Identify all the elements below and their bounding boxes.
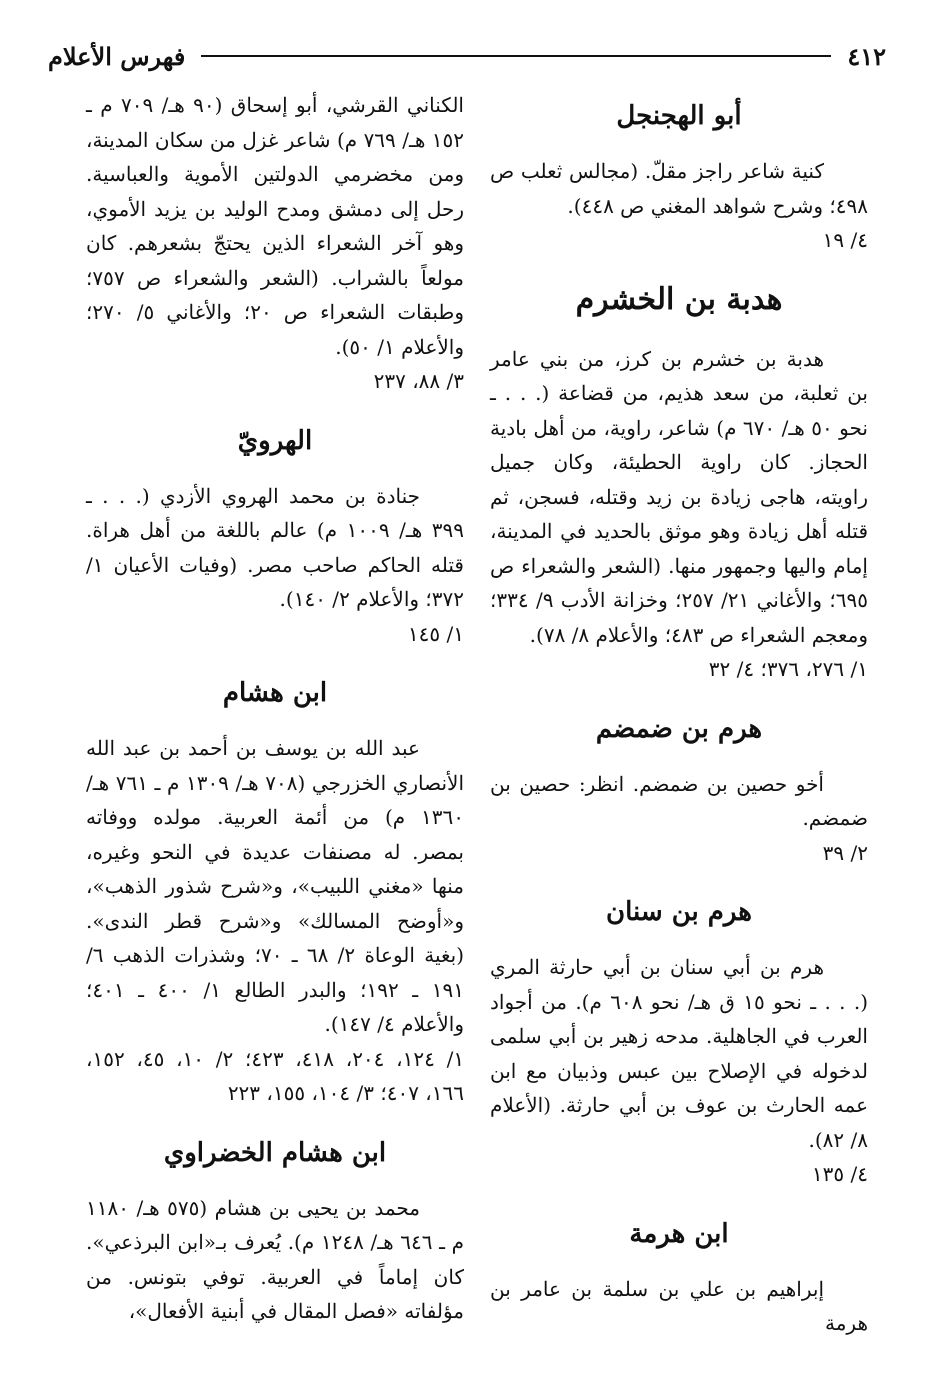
entry-body: أخو حصين بن ضمضم. انظر: حصين بن ضمضم. bbox=[490, 771, 868, 830]
running-title: فهرس الأعلام bbox=[48, 41, 186, 71]
right-column bbox=[490, 88, 868, 1341]
entry-refs: ٤/ ١٣٥ bbox=[811, 1162, 868, 1186]
entry-title: ابن هرمة bbox=[629, 1218, 729, 1249]
entry-harim-ibn-damdam bbox=[490, 709, 868, 871]
entry-refs: ١/ ٢٧٦، ٣٧٦؛ ٤/ ٣٢ bbox=[708, 657, 868, 681]
entry-title: الهرويّ bbox=[237, 425, 313, 456]
entry-title: أبو الهجنجل bbox=[616, 101, 742, 131]
entry-ibn-hisham bbox=[86, 673, 464, 1111]
entry-ibn-harma bbox=[490, 1214, 868, 1341]
entry-al-harawi bbox=[86, 421, 464, 652]
entry-body: هرم بن أبي سنان بن أبي حارثة المري (. . . ـ نحو ١٥ ق هـ/ نحو ٦٠٨ م). من أجواد العرب في الجاهلية. مدحه زهير بن أبي سلمى لدخوله في الإصلاح بين عبس وذبيان مع ابن عمه الحارث بن عوف بن أبي حارثة. (الأعلام ٨/ ٨٢). bbox=[490, 955, 868, 1152]
entry-body: كنية شاعر راجز مقلّ. (مجالس ثعلب ص ٤٩٨؛ وشرح شواهد المغني ص ٤٤٨). bbox=[490, 159, 868, 218]
entry-body: الكناني القرشي، أبو إسحاق (٩٠ هـ/ ٧٠٩ م ـ ١٥٢ هـ/ ٧٦٩ م) شاعر غزل من سكان المدينة، ومن مخضرمي الدولتين الأموية والعباسية. رحل إلى دمشق ومدح الوليد بن يزيد الأموي، وهو آخر الشعراء الذين يحتجّ بشعرهم. كان مولعاً بالشراب. (الشعر والشعراء ص ٧٥٧؛ وطبقات الشعراء ص ٢٠؛ والأغاني ٥/ ٢٧٠؛ والأعلام ١/ ٥٠). bbox=[86, 93, 465, 359]
entry-title: ابن هشام الخضراوي bbox=[163, 1137, 387, 1168]
left-column bbox=[86, 88, 464, 1329]
entry-title: هرم بن سنان bbox=[606, 897, 752, 927]
page-header bbox=[48, 36, 886, 76]
entry-title: هرم بن ضمضم bbox=[595, 713, 763, 744]
entry-refs: ٤/ ١٩ bbox=[822, 228, 868, 252]
entry-title: هدبة بن الخشرم bbox=[575, 281, 783, 317]
entry-body: محمد بن يحيى بن هشام (٥٧٥ هـ/ ١١٨٠ م ـ ٦٤٦ هـ/ ١٢٤٨ م). يُعرف بـ«ابن البرذعي». كان إماماً في العربية. توفي بتونس. من مؤلفاته «فصل المقال في أبنية الأفعال»، bbox=[86, 1195, 464, 1323]
entry-continuation bbox=[86, 88, 464, 399]
entry-harim-ibn-sinan bbox=[490, 892, 868, 1192]
entry-title: ابن هشام bbox=[222, 678, 328, 708]
entry-refs: ٣/ ٨٨، ٢٣٧ bbox=[373, 369, 464, 393]
header-rule bbox=[201, 55, 831, 57]
entry-abu-al-hajanjal bbox=[490, 96, 868, 258]
entry-body: جنادة بن محمد الهروي الأزدي (. . . ـ ٣٩٩ هـ/ ١٠٠٩ م) عالم باللغة من أهل هراة. قتله الحاكم صاحب مصر. (وفيات الأعيان ١/ ٣٧٢؛ والأعلام ٢/ ١٤٠). bbox=[86, 483, 465, 611]
entry-body: عبد الله بن يوسف بن أحمد بن عبد الله الأنصاري الخزرجي (٧٠٨ هـ/ ١٣٠٩ م ـ ٧٦١ هـ/ ١٣٦٠ م) من أئمة العربية. مولده ووفاته بمصر. له مصنفات عديدة في النحو وغيره، منها «مغني اللبيب»، و«شرح شذور الذهب»، و«أوضح المسالك» و«شرح قطر الندى». (بغية الوعاة ٢/ ٦٨ ـ ٧٠؛ وشذرات الذهب ٦/ ١٩١ ـ ١٩٢؛ والبدر الطالع ١/ ٤٠٠ ـ ٤٠١؛ والأعلام ٤/ ١٤٧). bbox=[86, 736, 464, 1036]
entry-refs: ١/ ١٤٥ bbox=[407, 621, 464, 646]
page-number: ٤١٢ bbox=[847, 41, 886, 71]
entry-body: إبراهيم بن علي بن سلمة بن عامر بن هرمة bbox=[490, 1276, 868, 1335]
entry-refs: ١/ ١٢٤، ٢٠٤، ٤١٨، ٤٢٣؛ ٢/ ١٠، ٤٥، ١٥٢، ١٦٦، ٤٠٧؛ ٣/ ١٠٤، ١٥٥، ٢٢٣ bbox=[86, 1046, 465, 1105]
entry-hudba-ibn-al-khashram bbox=[490, 280, 868, 687]
entry-body: هدبة بن خشرم بن كرز، من بني عامر بن ثعلبة، من سعد هذيم، من قضاعة (. . . ـ نحو ٥٠ هـ/ ٦٧٠ م) شاعر، راوية، من أهل بادية الحجاز. كان راوية الحطيئة، وكان جميل راويته، هاجى زيادة بن زيد وقتله، فسجن، ثم قتله أهل زيادة وهو موثق بالحديد في المدينة، إمام واليها وجمهور منها. (الشعر والشعراء ص ٦٩٥؛ والأغاني ٢١/ ٢٥٧؛ وخزانة الأدب ٩/ ٣٣٤؛ ومعجم الشعراء ص ٤٨٣؛ والأعلام ٨/ ٧٨). bbox=[490, 346, 868, 647]
entry-ibn-hisham-al-khadrawi bbox=[86, 1133, 464, 1329]
entry-refs: ٢/ ٣٩ bbox=[822, 840, 868, 865]
